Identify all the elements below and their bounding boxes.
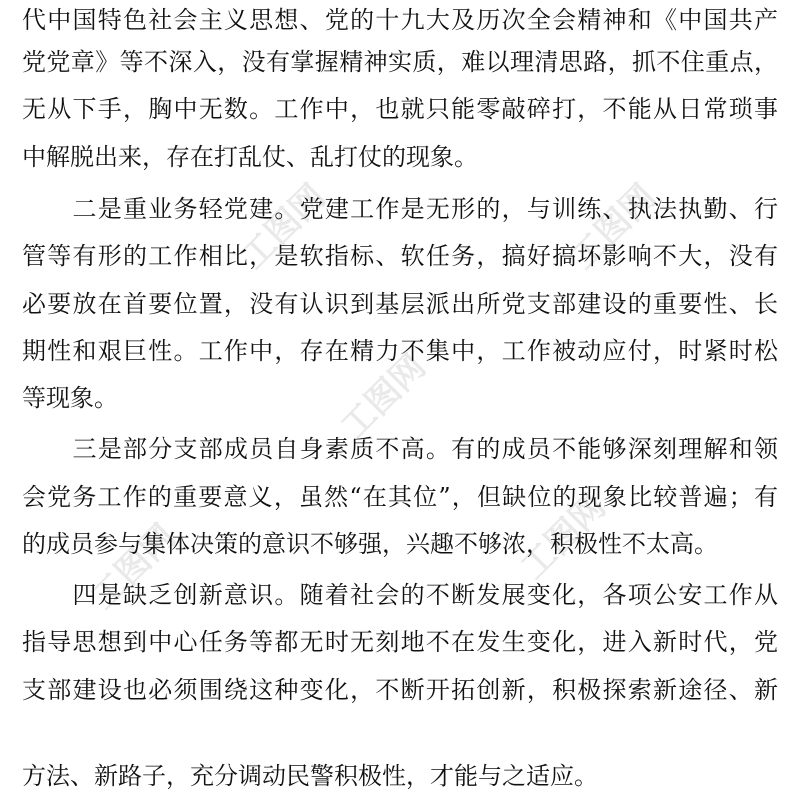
text-line: 的成员参与集体决策的意识不够强，兴趣不够浓，积极性不太高。 <box>22 530 718 558</box>
text-line: 指导思想到中心任务等都无时无刻地不在发生变化，进入新时代，党 <box>22 628 778 656</box>
text-line: 期性和艰巨性。工作中，存在精力不集中，工作被动应付，时紧时松 <box>22 337 778 365</box>
text-line: 会党务工作的重要意义，虽然“在其位”，但缺位的现象比较普遍；有 <box>22 483 778 511</box>
text-line: 管等有形的工作相比，是软指标、软任务，搞好搞坏影响不大，没有 <box>22 242 778 270</box>
watermark: 工图网 <box>233 176 334 278</box>
text-line: 代中国特色社会主义思想、党的十九大及历次全会精神和《中国共产 <box>22 6 778 34</box>
text-line: 中解脱出来，存在打乱仗、乱打仗的现象。 <box>22 143 478 171</box>
text-line: 必要放在首要位置，没有认识到基层派出所党支部建设的重要性、长 <box>22 290 778 318</box>
watermark: 工图网 <box>513 486 614 588</box>
text-line: 方法、新路子，充分调动民警积极性，才能与之适应。 <box>22 762 598 790</box>
text-line: 二是重业务轻党建。党建工作是无形的，与训练、执法执勤、行 <box>22 195 778 223</box>
watermark: 工图网 <box>333 346 434 448</box>
text-line: 三是部分支部成员自身素质不高。有的成员不能够深刻理解和领 <box>22 435 778 463</box>
text-line: 党党章》等不深入，没有掌握精神实质，难以理清思路，抓不住重点， <box>22 48 778 76</box>
text-line: 无从下手，胸中无数。工作中，也就只能零敲碎打，不能从日常琐事 <box>22 95 778 123</box>
text-line: 等现象。 <box>22 384 118 412</box>
text-line: 四是缺乏创新意识。随着社会的不断发展变化，各项公安工作从 <box>22 581 778 609</box>
watermark: 工图网 <box>563 176 664 278</box>
text-line: 支部建设也必须围绕这种变化，不断开拓创新，积极探索新途径、新 <box>22 676 778 704</box>
watermark: 工图网 <box>83 516 184 618</box>
